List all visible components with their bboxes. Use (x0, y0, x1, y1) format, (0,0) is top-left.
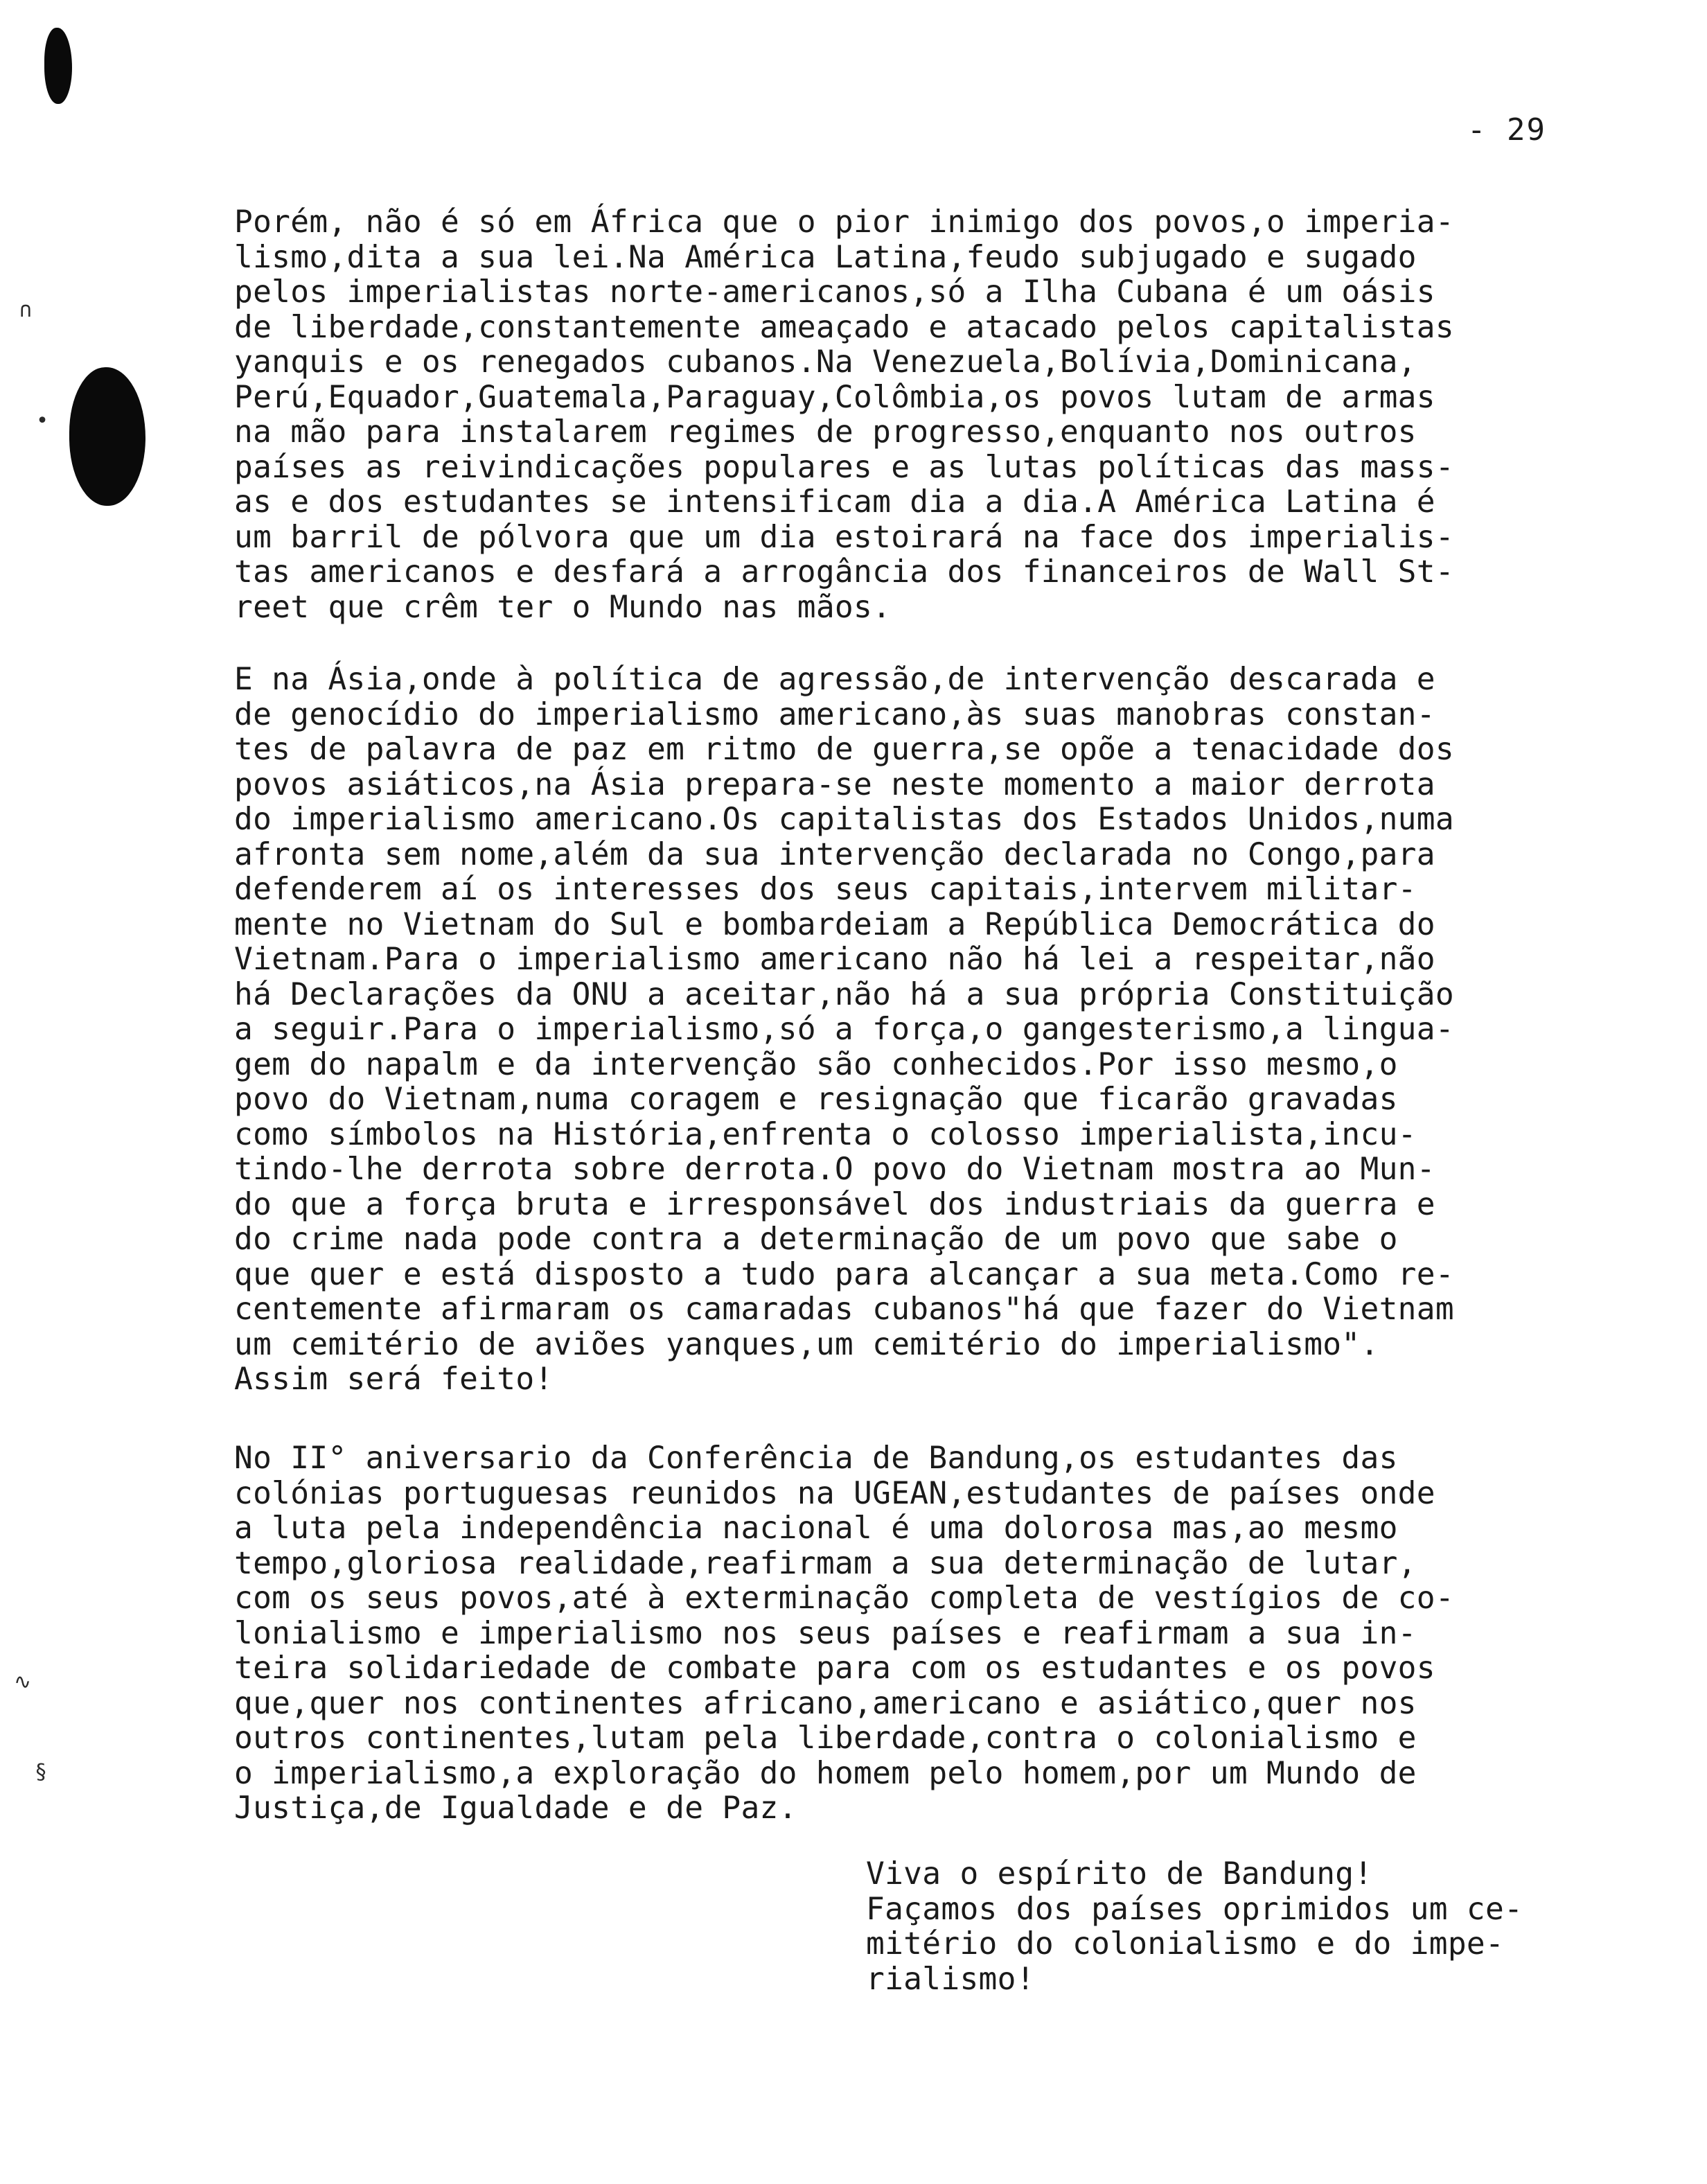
page-number: - 29 (1467, 112, 1546, 148)
text-line: um barril de pólvora que um dia estoirará na face dos imperialis- (234, 519, 1454, 555)
text-line: Assim será feito! (234, 1362, 554, 1397)
text-line: Perú,Equador,Guatemala,Paraguay,Colômbia,os povos lutam de armas (234, 379, 1435, 415)
text-line: outros continentes,lutam pela liberdade,contra o colonialismo e (234, 1720, 1417, 1756)
text-line: do que a força bruta e irresponsável dos industriais da guerra e (234, 1186, 1435, 1222)
text-line: com os seus povos,até à exterminação completa de vestígios de co- (234, 1580, 1454, 1616)
margin-mark: ∿ (14, 1670, 32, 1694)
paragraph-bandung (234, 1441, 1592, 1826)
text-line: na mão para instalarem regimes de progresso,enquanto nos outros (234, 414, 1417, 450)
text-line: povo do Vietnam,numa coragem e resignação que ficarão gravadas (234, 1082, 1398, 1117)
ink-blot (44, 28, 72, 104)
text-line: lismo,dita a sua lei.Na América Latina,feudo subjugado e sugado (234, 239, 1417, 275)
text-line: Viva o espírito de Bandung! (866, 1856, 1373, 1892)
text-line: afronta sem nome,além da sua intervenção declarada no Congo,para (234, 836, 1435, 872)
text-line: que,quer nos continentes africano,americano e asiático,quer nos (234, 1685, 1417, 1721)
text-line: a luta pela independência nacional é uma dolorosa mas,ao mesmo (234, 1511, 1398, 1546)
text-line: teira solidariedade de combate para com os estudantes e os povos (234, 1650, 1435, 1686)
paragraph-asia (234, 662, 1592, 1398)
text-line: tas americanos e desfará a arrogância dos financeiros de Wall St- (234, 554, 1454, 590)
text-line: tes de palavra de paz em ritmo de guerra,se opõe a tenacidade dos (234, 732, 1454, 767)
text-line: tempo,gloriosa realidade,reafirmam a sua determinação de lutar, (234, 1545, 1417, 1581)
text-line: que quer e está disposto a tudo para alcançar a sua meta.Como re- (234, 1256, 1454, 1292)
text-line: Justiça,de Igualdade e de Paz. (234, 1790, 797, 1826)
text-line: rialismo! (866, 1961, 1035, 1997)
text-line: povos asiáticos,na Ásia prepara-se neste momento a maior derrota (234, 766, 1435, 802)
text-line: do imperialismo americano.Os capitalistas dos Estados Unidos,numa (234, 802, 1454, 837)
closing-slogans (866, 1857, 1628, 1997)
text-line: yanquis e os renegados cubanos.Na Venezuela,Bolívia,Dominicana, (234, 344, 1417, 380)
ink-blot (69, 367, 145, 506)
text-line: E na Ásia,onde à política de agressão,de intervenção descarada e (234, 662, 1435, 697)
text-line: gem do napalm e da intervenção são conhecidos.Por isso mesmo,o (234, 1046, 1398, 1082)
text-line: pelos imperialistas norte-americanos,só a Ilha Cubana é um oásis (234, 274, 1435, 310)
text-line: como símbolos na História,enfrenta o colosso imperialista,incu- (234, 1116, 1417, 1152)
text-line: Porém, não é só em África que o pior inimigo dos povos,o imperia- (234, 204, 1454, 240)
text-line: defenderem aí os interesses dos seus capitais,intervem militar- (234, 872, 1417, 907)
margin-mark: • (36, 409, 49, 433)
text-line: tindo-lhe derrota sobre derrota.O povo do Vietnam mostra ao Mun- (234, 1152, 1435, 1187)
margin-mark: ∩ (19, 298, 33, 322)
text-line: o imperialismo,a exploração do homem pelo homem,por um Mundo de (234, 1755, 1417, 1791)
margin-mark: § (35, 1760, 48, 1784)
text-line: do crime nada pode contra a determinação de um povo que sabe o (234, 1222, 1398, 1257)
text-line: centemente afirmaram os camaradas cubanos"há que fazer do Vietnam (234, 1292, 1454, 1327)
text-line: mitério do colonialismo e do impe- (866, 1926, 1505, 1962)
text-line: a seguir.Para o imperialismo,só a força,o gangesterismo,a lingua- (234, 1012, 1454, 1047)
text-line: colónias portuguesas reunidos na UGEAN,estudantes de países onde (234, 1475, 1435, 1511)
text-line: de genocídio do imperialismo americano,às suas manobras constan- (234, 696, 1435, 732)
text-line: há Declarações da ONU a aceitar,não há a sua própria Constituição (234, 976, 1454, 1012)
text-line: um cemitério de aviões yanques,um cemitério do imperialismo". (234, 1326, 1379, 1362)
text-line: Façamos dos países oprimidos um ce- (866, 1891, 1523, 1927)
text-line: países as reivindicações populares e as lutas políticas das mass- (234, 449, 1454, 485)
text-line: lonialismo e imperialismo nos seus países e reafirmam a sua in- (234, 1615, 1417, 1651)
text-line: de liberdade,constantemente ameaçado e atacado pelos capitalistas (234, 309, 1454, 345)
text-line: mente no Vietnam do Sul e bombardeiam a República Democrática do (234, 906, 1435, 942)
text-line: reet que crêm ter o Mundo nas mãos. (234, 589, 892, 625)
text-line: No II° aniversario da Conferência de Bandung,os estudantes das (234, 1441, 1398, 1476)
text-line: as e dos estudantes se intensificam dia a dia.A América Latina é (234, 484, 1435, 520)
text-line: Vietnam.Para o imperialismo americano não há lei a respeitar,não (234, 942, 1435, 977)
paragraph-latin-america (234, 205, 1592, 625)
